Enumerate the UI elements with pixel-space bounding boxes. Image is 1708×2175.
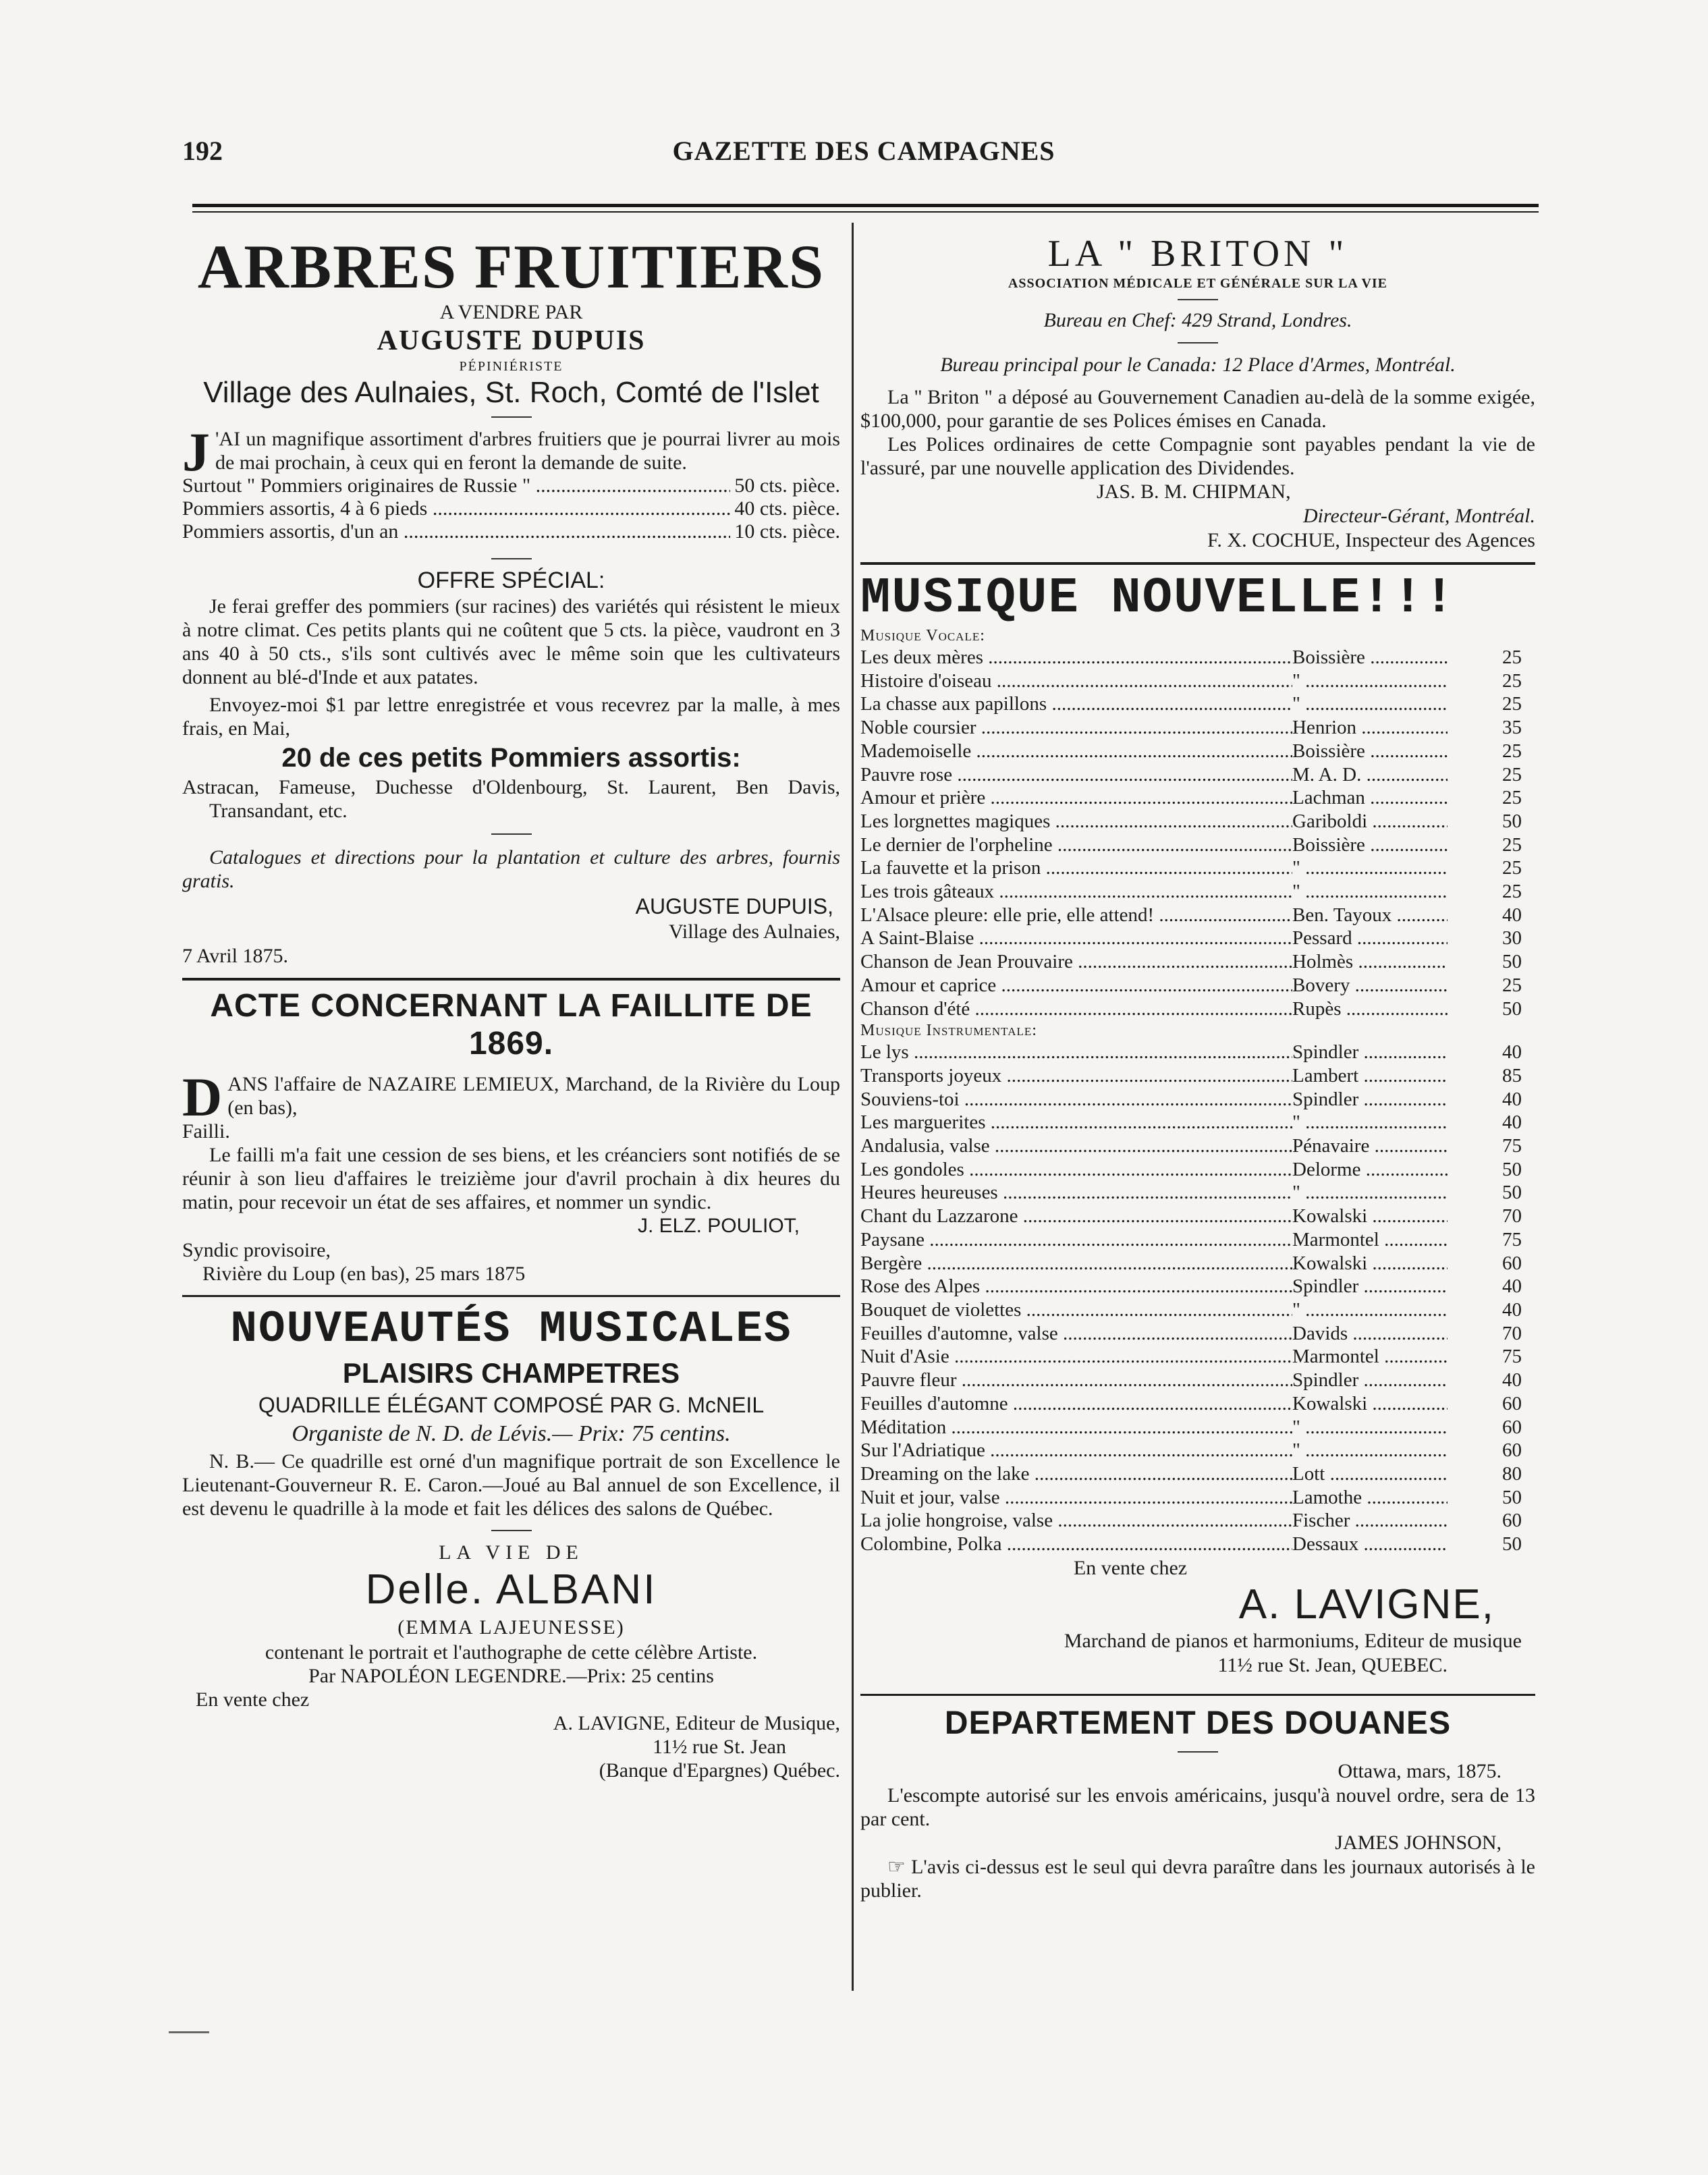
music-title: Feuilles d'automne ..... [860, 1392, 1292, 1416]
music-row [860, 1439, 1535, 1462]
music-composer: Spindler ..... [1292, 1275, 1448, 1298]
music-title: Méditation ..... [860, 1416, 1292, 1439]
music-composer: Delorme ..... [1292, 1158, 1448, 1182]
section-rule [860, 562, 1535, 565]
music-composer: Kowalski ..... [1292, 1205, 1448, 1228]
music-row [860, 1181, 1535, 1205]
music-title: Mademoiselle ..... [860, 740, 1292, 763]
music-row [860, 1486, 1535, 1510]
music-price: 85 [1502, 1064, 1522, 1086]
running-title: GAZETTE DES CAMPAGNES [672, 136, 1055, 166]
music-composer: " ..... [1292, 1111, 1448, 1134]
music-row [860, 1298, 1535, 1322]
section-rule [182, 1295, 840, 1297]
music-price: 40 [1502, 904, 1522, 926]
price-value: 50 cts. pièce. [734, 474, 840, 497]
price-row [182, 520, 840, 543]
music-price: 80 [1502, 1462, 1522, 1485]
en-vente-label: En vente chez [196, 1688, 310, 1711]
music-composer: M. A. D. ..... [1292, 763, 1448, 787]
music-row [860, 1252, 1535, 1275]
vie-label: LA VIE DE [439, 1541, 584, 1564]
music-title: Le dernier de l'orpheline ..... [860, 833, 1292, 857]
music-row [860, 646, 1535, 669]
intro-paragraph: J 'AI un magnifique assortiment d'arbres fruitiers que je pourrai livrer au mois de mai prochain, à ceux qui en feront la demande de suite. [182, 421, 840, 483]
music-composer: Pénavaire ..... [1292, 1134, 1448, 1158]
ad-title: ARBRES FRUITIERS [197, 232, 825, 301]
music-composer: Boissière ..... [1292, 646, 1448, 669]
drop-cap: J [182, 421, 210, 483]
music-title: Les trois gâteaux ..... [860, 880, 1292, 904]
music-composer: Marmontel ..... [1292, 1345, 1448, 1369]
offre-paragraph-2: Envoyez-moi $1 par lettre enregistrée et vous recevrez par la malle, à mes frais, en Mai, [182, 694, 840, 740]
music-price: 30 [1502, 927, 1522, 949]
music-price: 75 [1502, 1346, 1522, 1368]
music-composer: Kowalski ..... [1292, 1392, 1448, 1416]
music-row [860, 1205, 1535, 1228]
music-title: Transports joyeux ..... [860, 1064, 1292, 1088]
music-title: Les marguerites ..... [860, 1111, 1292, 1134]
music-title: Les deux mères ..... [860, 646, 1292, 669]
music-title: Pauvre fleur ..... [860, 1369, 1292, 1392]
column-divider [852, 223, 854, 1991]
nouveautes-title: NOUVEAUTÉS MUSICALES [230, 1304, 792, 1354]
music-price: 75 [1502, 1228, 1522, 1250]
music-title: Histoire d'oiseau ..... [860, 669, 1292, 693]
instrumentale-label: Musique Instrumentale: [860, 1022, 1037, 1040]
ad-musique-nouvelle [860, 572, 1535, 1678]
music-price: 25 [1502, 974, 1522, 996]
ad-acte-faillite [182, 987, 840, 1286]
music-row [860, 1088, 1535, 1111]
music-price: 40 [1502, 1041, 1522, 1064]
acte-title: ACTE CONCERNANT LA FAILLITE DE 1869. [210, 988, 812, 1062]
header-rule-thin [192, 211, 1539, 213]
music-row [860, 810, 1535, 833]
music-title: Bouquet de violettes ..... [860, 1298, 1292, 1322]
music-composer: Bovery ..... [1292, 974, 1448, 997]
music-price: 60 [1502, 1392, 1522, 1414]
page-header [182, 135, 1545, 182]
lavigne-address: 11½ rue St. Jean, QUEBEC. [1217, 1653, 1448, 1676]
music-row [860, 1111, 1535, 1134]
briton-subtitle: ASSOCIATION MÉDICALE ET GÉNÉRALE SUR LA VIE [1008, 276, 1388, 291]
music-row [860, 1462, 1535, 1486]
music-title: La fauvette et la prison ..... [860, 856, 1292, 880]
music-title: Les gondoles ..... [860, 1158, 1292, 1182]
music-composer: Pessard ..... [1292, 927, 1448, 950]
music-composer: Holmès ..... [1292, 950, 1448, 974]
music-price: 40 [1502, 1275, 1522, 1298]
music-title: Dreaming on the lake ..... [860, 1462, 1292, 1486]
vocale-list [860, 646, 1535, 1020]
briton-paragraph-2: Les Polices ordinaires de cette Compagnie sont payables pendant la vie de l'assuré, par une nouvelle application des Dividendes. [860, 433, 1535, 479]
music-title: Nuit d'Asie ..... [860, 1345, 1292, 1369]
price-item: Surtout " Pommiers originaires de Russie " ..... [182, 474, 730, 497]
price-row [182, 474, 840, 497]
music-title: Amour et caprice ..... [860, 974, 1292, 997]
music-row [860, 1392, 1535, 1416]
music-title: Bergère ..... [860, 1252, 1292, 1275]
music-composer: Lachman ..... [1292, 786, 1448, 810]
emma-line: (EMMA LAJEUNESSE) [397, 1616, 625, 1639]
music-price: 50 [1502, 810, 1522, 832]
music-row [860, 950, 1535, 974]
ad-date: 7 Avril 1875. [182, 945, 288, 967]
music-row [860, 1275, 1535, 1298]
music-row [860, 740, 1535, 763]
en-vente-label: En vente chez [1073, 1556, 1188, 1579]
music-price: 70 [1502, 1205, 1522, 1228]
music-title: Le lys ..... [860, 1041, 1292, 1064]
music-composer: Gariboldi ..... [1292, 810, 1448, 833]
print-mark [169, 2031, 209, 2033]
music-title: La jolie hongroise, valse ..... [860, 1509, 1292, 1533]
acte-date: Rivière du Loup (en bas), 25 mars 1875 [202, 1263, 526, 1285]
seller-place: Village des Aulnaies, St. Roch, Comté de l'Islet [203, 376, 819, 409]
offre-title: OFFRE SPÉCIAL: [417, 568, 605, 593]
signature-name: AUGUSTE DUPUIS, [635, 894, 833, 918]
divider [491, 416, 532, 418]
music-composer: " ..... [1292, 1298, 1448, 1322]
music-composer: Henrion ..... [1292, 716, 1448, 740]
music-title: La chasse aux papillons ..... [860, 692, 1292, 716]
music-price: 25 [1502, 833, 1522, 856]
ad-arbres-fruitiers [182, 233, 840, 968]
varieties-list: Astracan, Fameuse, Duchesse d'Oldenbourg, St. Laurent, Ben Davis, Transandant, etc. [182, 776, 840, 822]
music-row [860, 904, 1535, 927]
music-price: 60 [1502, 1252, 1522, 1274]
nb-paragraph: N. B.— Ce quadrille est orné d'un magnifique portrait de son Excellence le Lieutenant-Gouverneur R. E. Caron.—Joué au Bal annuel de son Excellence, il est devenu le quadrille à la mode et fait les délices des salons de Québec. [182, 1450, 840, 1520]
music-price: 50 [1502, 1486, 1522, 1508]
music-price: 25 [1502, 787, 1522, 809]
music-title: Andalusia, valse ..... [860, 1134, 1292, 1158]
music-price: 35 [1502, 717, 1522, 739]
music-composer: Davids ..... [1292, 1322, 1448, 1346]
music-title: Heures heureuses ..... [860, 1181, 1292, 1205]
par-line: Par NAPOLÉON LEGENDRE.—Prix: 25 centins [308, 1665, 714, 1687]
price-row [182, 497, 840, 520]
offre-highlight: 20 de ces petits Pommiers assortis: [281, 743, 741, 773]
music-price: 50 [1502, 1533, 1522, 1555]
music-composer: " ..... [1292, 692, 1448, 716]
seller-name: AUGUSTE DUPUIS [377, 325, 646, 356]
music-price: 25 [1502, 669, 1522, 692]
music-title: Nuit et jour, valse ..... [860, 1486, 1292, 1510]
divider [1178, 299, 1218, 300]
music-price: 40 [1502, 1369, 1522, 1392]
music-composer: Lott ..... [1292, 1462, 1448, 1486]
music-row [860, 1041, 1535, 1064]
music-price: 75 [1502, 1135, 1522, 1157]
music-title: Rose des Alpes ..... [860, 1275, 1292, 1298]
music-composer: " ..... [1292, 1416, 1448, 1439]
music-price: 25 [1502, 881, 1522, 903]
lavigne-description: Marchand de pianos et harmoniums, Editeur de musique [1064, 1629, 1522, 1652]
price-value: 40 cts. pièce. [734, 497, 840, 520]
musique-title: MUSIQUE NOUVELLE!!! [860, 570, 1456, 627]
lavigne-seller: A. LAVIGNE, Editeur de Musique, [553, 1712, 840, 1734]
douanes-title: DEPARTEMENT DES DOUANES [944, 1705, 1452, 1741]
music-composer: Kowalski ..... [1292, 1252, 1448, 1275]
douanes-paragraph: L'escompte autorisé sur les envois américains, jusqu'à nouvel ordre, sera de 13 par cent. [860, 1784, 1535, 1830]
music-price: 25 [1502, 646, 1522, 668]
music-title: Chant du Lazzarone ..... [860, 1205, 1292, 1228]
douanes-note: ☞ L'avis ci-dessus est le seul qui devra paraître dans les journaux autorisés à le publier. [860, 1855, 1535, 1902]
header-rule [192, 204, 1539, 207]
price-item: Pommiers assortis, d'un an ..... [182, 520, 730, 543]
music-row [860, 1416, 1535, 1439]
music-composer: " ..... [1292, 669, 1448, 693]
quadrille-line: QUADRILLE ÉLÉGANT COMPOSÉ PAR G. McNEIL [258, 1393, 765, 1417]
music-row [860, 692, 1535, 716]
music-title: Sur l'Adriatique ..... [860, 1439, 1292, 1462]
lavigne-address-2: (Banque d'Epargnes) Québec. [599, 1759, 840, 1782]
music-price: 25 [1502, 763, 1522, 786]
music-price: 25 [1502, 857, 1522, 879]
music-title: Pauvre rose ..... [860, 763, 1292, 787]
acte-signature-role: Syndic provisoire, [182, 1239, 331, 1261]
music-composer: Spindler ..... [1292, 1041, 1448, 1064]
ad-nouveautes-musicales [182, 1304, 840, 1782]
music-row [860, 974, 1535, 997]
music-composer: Ben. Tayoux ..... [1292, 904, 1448, 927]
music-title: Noble coursier ..... [860, 716, 1292, 740]
music-row [860, 1322, 1535, 1346]
briton-signature: JAS. B. M. CHIPMAN, [1097, 480, 1291, 503]
divider [491, 558, 532, 559]
music-composer: Boissière ..... [1292, 740, 1448, 763]
music-price: 25 [1502, 740, 1522, 762]
music-row [860, 1228, 1535, 1252]
music-row [860, 1134, 1535, 1158]
contenant-line: contenant le portrait et l'authographe de cette célèbre Artiste. [265, 1641, 758, 1663]
music-row [860, 669, 1535, 693]
music-title: Chanson de Jean Prouvaire ..... [860, 950, 1292, 974]
failli-label: Failli. [182, 1120, 230, 1142]
douanes-date: Ottawa, mars, 1875. [1338, 1759, 1502, 1782]
seller-role: PÉPINIÉRISTE [459, 359, 563, 374]
music-row [860, 833, 1535, 857]
music-title: A Saint-Blaise ..... [860, 927, 1292, 950]
instrumentale-list [860, 1041, 1535, 1555]
music-row [860, 856, 1535, 880]
music-title: Colombine, Polka ..... [860, 1533, 1292, 1556]
section-rule [860, 1694, 1535, 1696]
music-price: 50 [1502, 1182, 1522, 1204]
music-row [860, 997, 1535, 1021]
catalogues-note: Catalogues et directions pour la plantation et culture des arbres, fournis gratis. [182, 846, 840, 892]
music-row [860, 1533, 1535, 1556]
music-title: L'Alsace pleure: elle prie, elle attend! ..... [860, 904, 1292, 927]
music-price: 50 [1502, 1158, 1522, 1180]
drop-cap: D [182, 1066, 223, 1128]
acte-notice: Le failli m'a fait une cession de ses biens, et les créanciers sont notifiés de se réunir à son lieu d'affaires le treizième jour d'avril prochain à dix heures du matin, pour recevoir un état de ses affaires, et nommer un syndic. [182, 1144, 840, 1213]
music-composer: Marmontel ..... [1292, 1228, 1448, 1252]
music-row [860, 927, 1535, 950]
music-row [860, 1369, 1535, 1392]
price-value: 10 cts. pièce. [734, 520, 840, 543]
ad-douanes [860, 1703, 1535, 1902]
briton-signature-role: Directeur-Gérant, Montréal. [1302, 505, 1535, 527]
music-row [860, 1345, 1535, 1369]
nouveautes-subtitle: PLAISIRS CHAMPETRES [342, 1357, 680, 1389]
music-price: 60 [1502, 1510, 1522, 1532]
right-column [860, 233, 1535, 1902]
music-price: 60 [1502, 1439, 1522, 1462]
music-composer: " ..... [1292, 856, 1448, 880]
albani-title: Delle. ALBANI [365, 1566, 657, 1613]
divider [491, 1530, 532, 1531]
music-price: 60 [1502, 1416, 1522, 1438]
music-composer: Spindler ..... [1292, 1088, 1448, 1111]
music-title: Chanson d'été ..... [860, 997, 1292, 1021]
music-price: 70 [1502, 1322, 1522, 1344]
music-row [860, 1064, 1535, 1088]
music-composer: Boissière ..... [1292, 833, 1448, 857]
acte-paragraph: DANS l'affaire de NAZAIRE LEMIEUX, Marchand, de la Rivière du Loup (en bas), [182, 1066, 840, 1128]
bureau-chef: Bureau en Chef: 429 Strand, Londres. [1043, 309, 1352, 331]
signature-place: Village des Aulnaies, [669, 920, 840, 943]
music-row [860, 880, 1535, 904]
music-composer: Fischer ..... [1292, 1509, 1448, 1533]
music-price: 50 [1502, 951, 1522, 973]
divider [1178, 342, 1218, 343]
acte-signature: J. ELZ. POULIOT, [637, 1215, 800, 1237]
music-composer: Lamothe ..... [1292, 1486, 1448, 1510]
price-item: Pommiers assortis, 4 à 6 pieds ..... [182, 497, 730, 520]
price-list [182, 474, 840, 543]
music-title: Les lorgnettes magiques ..... [860, 810, 1292, 833]
divider [1178, 1751, 1218, 1753]
music-composer: " ..... [1292, 880, 1448, 904]
lavigne-address: 11½ rue St. Jean [652, 1736, 786, 1758]
music-title: Amour et prière ..... [860, 786, 1292, 810]
music-composer: Lambert ..... [1292, 1064, 1448, 1088]
music-row [860, 1509, 1535, 1533]
music-price: 25 [1502, 693, 1522, 715]
music-row [860, 716, 1535, 740]
music-price: 40 [1502, 1111, 1522, 1134]
music-price: 50 [1502, 997, 1522, 1020]
ad-subtitle: A VENDRE PAR [439, 301, 583, 323]
offre-paragraph: Je ferai greffer des pommiers (sur racines) des variétés qui résistent le mieux à notre climat. Ces petits plants qui ne coûtent que 5 cts. la pièce, vaudront en 3 ans 40 à 50 cts., s'ils sont cultivés avec le même soin que les cultivateurs donnent au blé-d'Inde et aux patates. [182, 595, 840, 688]
music-row [860, 786, 1535, 810]
music-price: 40 [1502, 1298, 1522, 1321]
douanes-signature: JAMES JOHNSON, [1335, 1831, 1502, 1854]
music-composer: Rupès ..... [1292, 997, 1448, 1021]
music-composer: " ..... [1292, 1181, 1448, 1205]
music-title: Paysane ..... [860, 1228, 1292, 1252]
vocale-label: Musique Vocale: [860, 627, 985, 644]
page-number: 192 [182, 136, 223, 166]
lavigne-name: A. LAVIGNE, [1238, 1580, 1495, 1628]
organiste-line: Organiste de N. D. de Lévis.— Prix: 75 centins. [292, 1421, 731, 1446]
briton-inspecteur: F. X. COCHUE, Inspecteur des Agences [1207, 529, 1535, 551]
music-composer: " ..... [1292, 1439, 1448, 1462]
music-title: Feuilles d'automne, valse ..... [860, 1322, 1292, 1346]
ad-briton [860, 233, 1535, 553]
section-rule [182, 978, 840, 981]
music-row [860, 763, 1535, 787]
music-composer: Spindler ..... [1292, 1369, 1448, 1392]
bureau-canada: Bureau principal pour le Canada: 12 Place d'Armes, Montréal. [940, 354, 1456, 376]
divider [491, 833, 532, 835]
music-composer: Dessaux ..... [1292, 1533, 1448, 1556]
briton-paragraph-1: La " Briton " a déposé au Gouvernement Canadien au-delà de la somme exigée, $100,000, pour garantie de ses Polices émises en Canada. [860, 386, 1535, 432]
music-price: 40 [1502, 1088, 1522, 1110]
left-column [182, 233, 840, 1782]
music-title: Souviens-toi ..... [860, 1088, 1292, 1111]
music-row [860, 1158, 1535, 1182]
briton-title: LA " BRITON " [1047, 233, 1348, 275]
